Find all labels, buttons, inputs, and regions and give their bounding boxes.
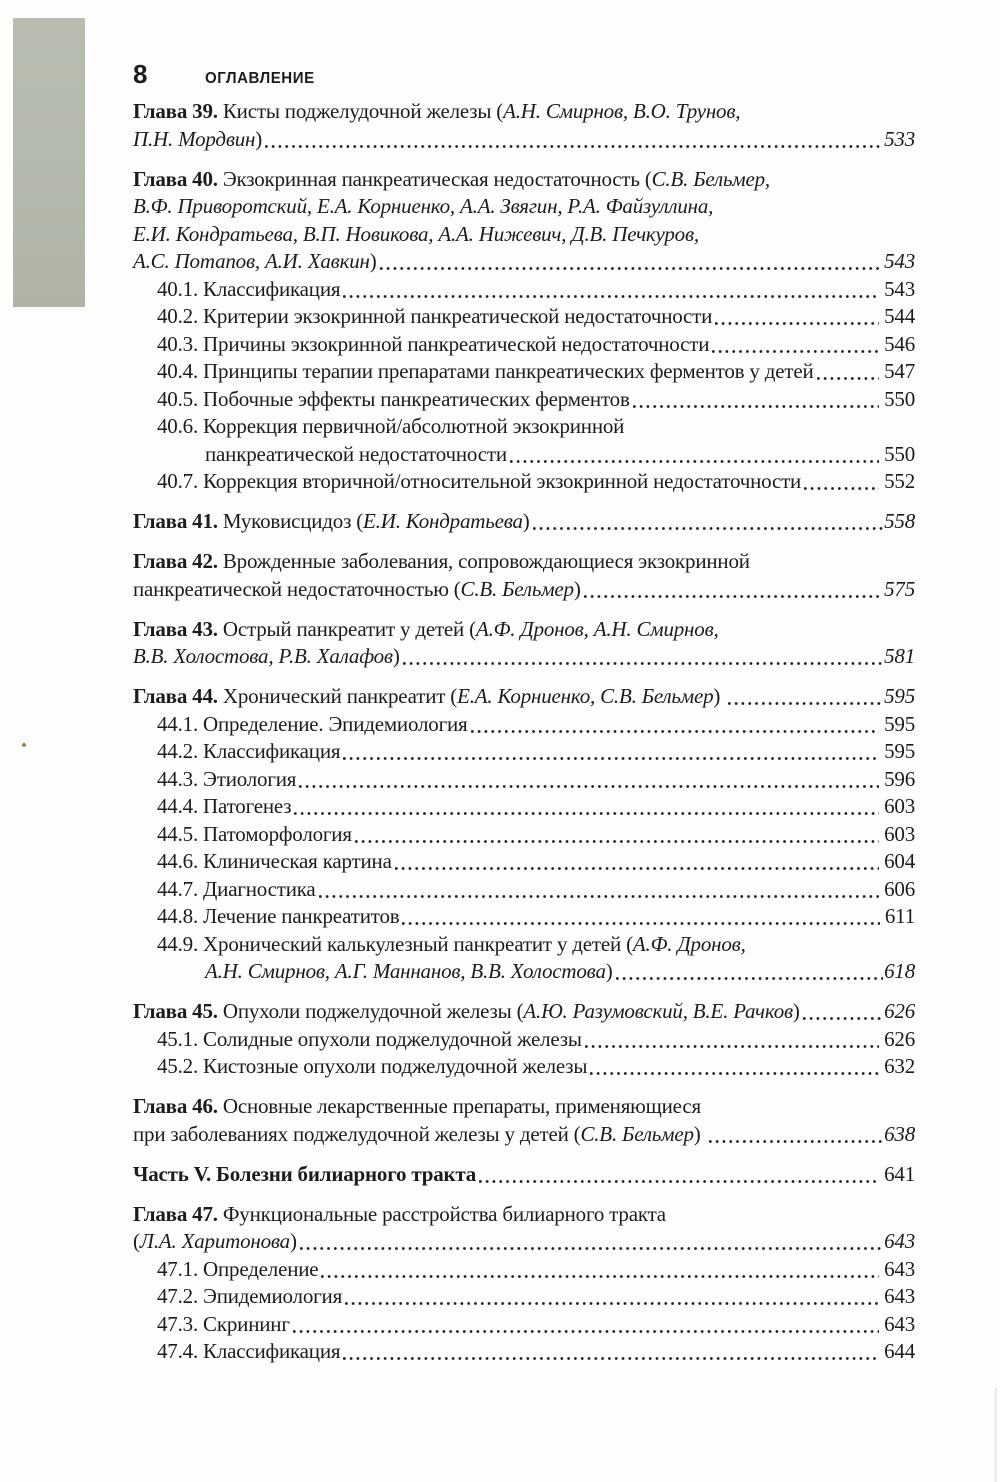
toc-text: Е.И. Кондратьева (363, 509, 523, 533)
toc-line (133, 821, 915, 849)
toc-entry-chapter (133, 508, 915, 536)
page-ref: 543 (884, 276, 915, 301)
dot-leader (321, 1256, 879, 1284)
toc-text: Глава 39. (133, 99, 218, 123)
dot-leader (300, 1228, 883, 1256)
toc-text: 45.1. Солидные опухоли поджелудочной железы (157, 1026, 582, 1051)
toc-text: Глава 44. (133, 684, 218, 708)
dot-leader (355, 821, 879, 849)
toc-text: 44.7. Диагностика (157, 876, 316, 901)
toc-entry-sub (133, 711, 915, 739)
toc-line (133, 441, 915, 469)
dot-leader (343, 738, 879, 766)
scan-speck (22, 743, 26, 747)
toc-text: Опухоли поджелудочной железы ( (217, 999, 524, 1023)
toc-text: 44.5. Патоморфология (157, 821, 352, 846)
toc-entry-sub (133, 876, 915, 904)
toc-text: Глава 43. (133, 616, 218, 641)
toc-entry-sub (133, 331, 915, 359)
toc-text: ) (392, 644, 400, 668)
dot-leader (709, 1121, 883, 1149)
toc-text: 45.2. Кистозные опухоли поджелудочной железы (157, 1054, 588, 1078)
toc-entry-chapter (133, 166, 915, 276)
toc-line (133, 643, 915, 671)
toc-text: В.Ф. Приворотский, Е.А. Корниенко, А.А. Звягин, Р.А. Файзуллина, (133, 194, 714, 218)
page-ref: 626 (884, 999, 915, 1023)
toc-text: 40.6. Коррекция первичной/абсолютной экзокринной (157, 414, 625, 438)
toc-text: ) (369, 249, 377, 273)
page-ref: 643 (884, 1284, 915, 1308)
page-ref: 606 (884, 876, 915, 901)
toc-text: Часть V. Болезни билиарного тракта (133, 1161, 477, 1186)
page-ref: 632 (884, 1054, 915, 1078)
dot-leader (403, 643, 883, 671)
toc-text: 40.7. Коррекция вторичной/относительной экзокринной недостаточности (157, 469, 802, 493)
page-ref: 558 (884, 509, 915, 533)
toc-text: 44.9. Хронический калькулезный панкреатит у детей ( (157, 931, 633, 956)
toc-text: ) (255, 126, 263, 151)
toc-text: А.Ю. Разумовский, В.Е. Рачков (523, 999, 793, 1023)
toc-text: А.Н. Смирнов, А.Г. Маннанов, В.В. Холостова (205, 959, 606, 983)
toc-entry-chapter (133, 1093, 915, 1148)
page-ref: 575 (884, 576, 915, 601)
toc-entry-sub (133, 1053, 915, 1081)
dot-leader (471, 711, 880, 739)
dot-leader (817, 358, 880, 386)
toc-text: при заболеваниях поджелудочной железы у детей ( (133, 1121, 581, 1146)
toc-text: А.Н. Смирнов, В.О. Трунов, (503, 99, 741, 123)
toc-text: Глава 42. (133, 549, 218, 573)
dot-leader (510, 441, 879, 469)
page-ref: 552 (884, 469, 915, 493)
toc-text: 40.5. Побочные эффекты панкреатических ферментов (157, 386, 630, 411)
dot-leader (265, 126, 883, 154)
toc-line (133, 548, 915, 576)
toc-text: Глава 47. (133, 1201, 218, 1226)
toc-text: Е.И. Кондратьева, В.П. Новикова, А.А. Нижевич, Д.В. Печкуров, (133, 221, 699, 246)
dot-leader (715, 303, 879, 331)
running-head: ОГЛАВЛЕНИЕ (205, 70, 316, 87)
page-ref: 546 (884, 331, 915, 356)
folio-number: 8 (133, 59, 148, 89)
toc-entry-sub (133, 386, 915, 414)
toc-text: 40.1. Классификация (157, 276, 341, 301)
dot-leader (712, 331, 879, 359)
page-ref: 547 (884, 359, 915, 383)
dot-leader (616, 958, 884, 986)
dot-leader (402, 903, 879, 931)
toc-text: Е.А. Корниенко, С.В. Бельмер (457, 684, 714, 708)
toc-text: ) (289, 1229, 297, 1253)
toc-text: С.В. Бельмер (460, 576, 574, 601)
toc-text: Глава 41. (133, 509, 218, 533)
toc-text: 44.1. Определение. Эпидемиология (157, 711, 468, 736)
toc-text: 47.4. Классификация (157, 1339, 341, 1363)
toc-line (133, 248, 915, 276)
toc-line (133, 711, 915, 739)
toc-text: 47.1. Определение (157, 1256, 319, 1281)
toc-text: 44.8. Лечение панкреатитов (157, 904, 400, 928)
toc-entry-sub (133, 276, 915, 304)
toc-text: С.В. Бельмер (580, 1121, 694, 1146)
toc-text: 44.2. Классификация (157, 739, 341, 763)
dot-leader (343, 276, 879, 304)
toc-text: 44.6. Клиническая картина (157, 849, 392, 873)
toc-line (133, 1338, 915, 1366)
toc-entry-sub (133, 1026, 915, 1054)
toc-text: 47.2. Эпидемиология (157, 1284, 343, 1308)
toc-text: панкреатической недостаточности (205, 441, 507, 466)
page-ref: 643 (884, 1311, 915, 1336)
dot-leader (293, 1311, 879, 1339)
toc-line (133, 303, 915, 331)
dot-leader (345, 1283, 879, 1311)
toc-line (133, 166, 915, 194)
toc-line (133, 276, 915, 304)
page-ref: 595 (884, 711, 915, 736)
toc-line (133, 616, 915, 644)
toc-text: Муковисцидоз ( (217, 509, 364, 533)
toc-line (133, 358, 915, 386)
toc-text: А.Ф. Дронов, А.Н. Смирнов, (475, 616, 719, 641)
page-header (133, 60, 915, 88)
toc-entry-chapter (133, 998, 915, 1026)
toc-text: панкреатической недостаточностью ( (133, 576, 461, 601)
toc-line (133, 1053, 915, 1081)
toc-entry-sub (133, 821, 915, 849)
toc-line (133, 1026, 915, 1054)
page-ref: 641 (884, 1161, 915, 1186)
toc-text: В.В. Холостова, Р.В. Халафов (133, 644, 393, 668)
dot-leader (803, 998, 883, 1026)
toc-text: ) (713, 684, 726, 708)
dot-leader (584, 576, 883, 604)
dot-leader (533, 508, 884, 536)
toc-line (133, 1311, 915, 1339)
toc-line (133, 386, 915, 414)
toc-line (133, 738, 915, 766)
toc-line (133, 468, 915, 496)
toc-line (133, 766, 915, 794)
toc-entry-sub (133, 303, 915, 331)
toc-line (133, 221, 915, 249)
toc-entry-sub (133, 848, 915, 876)
page-ref: 581 (884, 644, 915, 668)
dot-leader (804, 468, 879, 496)
toc-line (133, 876, 915, 904)
toc-entry-sub (133, 468, 915, 496)
toc-line (133, 1201, 915, 1229)
toc-line (133, 1256, 915, 1284)
toc-entry-part (133, 1161, 915, 1189)
dot-leader (299, 766, 879, 794)
toc-entry-chapter (133, 616, 915, 671)
page-ref: 543 (884, 249, 915, 273)
dot-leader (590, 1053, 879, 1081)
page-ref: 611 (884, 904, 915, 928)
toc-text: Функциональные расстройства билиарного тракта (217, 1201, 666, 1226)
toc-line (133, 1121, 915, 1149)
toc-line (133, 683, 915, 711)
page-ref: 603 (884, 821, 915, 846)
toc-entry-sub (133, 738, 915, 766)
toc-entry-sub (133, 766, 915, 794)
toc-entry-sub (133, 1256, 915, 1284)
toc-text: ) (522, 509, 530, 533)
toc-entry-sub (133, 1311, 915, 1339)
toc (133, 98, 915, 1366)
toc-text: ( (133, 1229, 140, 1253)
toc-entry-chapter (133, 548, 915, 603)
toc-line (133, 931, 915, 959)
toc-line (133, 508, 915, 536)
toc-line (133, 126, 915, 154)
toc-text: С.В. Бельмер, (651, 166, 770, 191)
dot-leader (380, 248, 884, 276)
page-ref: 644 (884, 1339, 915, 1363)
page-ref: 544 (884, 304, 915, 328)
toc-line (133, 1228, 915, 1256)
toc-text: Хронический панкреатит ( (217, 684, 458, 708)
toc-entry-sub (133, 358, 915, 386)
dot-leader (633, 386, 879, 414)
toc-text: Кисты поджелудочной железы ( (217, 99, 504, 123)
page-ref: 618 (884, 959, 915, 983)
toc-text: Экзокринная панкреатическая недостаточность ( (217, 166, 652, 191)
toc-entry-sub (133, 903, 915, 931)
toc-line (133, 1093, 915, 1121)
page-ref: 604 (884, 849, 915, 873)
page-ref: 533 (884, 126, 915, 151)
toc-line (133, 1283, 915, 1311)
toc-text: ) (573, 576, 581, 601)
toc-entry-sub (133, 931, 915, 986)
toc-entry-sub (133, 1338, 915, 1366)
toc-text: Л.А. Харитонова (139, 1229, 290, 1253)
page-ref: 595 (884, 739, 915, 763)
dot-leader (395, 848, 879, 876)
toc-text: ) (693, 1121, 706, 1146)
page-ref: 595 (884, 684, 915, 708)
toc-line (133, 848, 915, 876)
toc-text: А.Ф. Дронов, (632, 931, 746, 956)
toc-line (133, 903, 915, 931)
toc-entry-chapter (133, 98, 915, 153)
toc-text: Глава 45. (133, 999, 218, 1023)
scan-edge-shadow (994, 1388, 997, 1482)
dot-leader (294, 793, 879, 821)
dot-leader (479, 1161, 879, 1189)
toc-text: П.Н. Мордвин (133, 126, 256, 151)
page-ref: 643 (884, 1256, 915, 1281)
toc-text: Основные лекарственные препараты, применяющиеся (217, 1094, 701, 1118)
toc-line (133, 793, 915, 821)
dot-leader (319, 876, 880, 904)
page-ref: 638 (884, 1121, 915, 1146)
page-ref: 603 (884, 794, 915, 818)
toc-line (133, 413, 915, 441)
toc-text: Глава 40. (133, 166, 218, 191)
toc-line (133, 98, 915, 126)
toc-line (133, 1161, 915, 1189)
page-ref: 643 (884, 1229, 915, 1253)
page-ref: 626 (884, 1026, 915, 1051)
toc-text: 44.3. Этиология (157, 766, 297, 791)
toc-line (133, 998, 915, 1026)
toc-entry-sub (133, 1283, 915, 1311)
toc-text: Острый панкреатит у детей ( (217, 616, 476, 641)
scan-artifact-strip (13, 18, 85, 307)
toc-entry-chapter (133, 1201, 915, 1256)
toc-text: ) (605, 959, 613, 983)
toc-entry-sub (133, 413, 915, 468)
page-ref: 550 (884, 441, 915, 466)
toc-text: 47.3. Скрининг (157, 1311, 290, 1336)
toc-entry-sub (133, 793, 915, 821)
toc-text: 40.4. Принципы терапии препаратами панкреатических ферментов у детей (157, 359, 814, 383)
toc-text: Врожденные заболевания, сопровождающиеся экзокринной (217, 549, 750, 573)
toc-line (133, 576, 915, 604)
toc-line (133, 958, 915, 986)
page-ref: 550 (884, 386, 915, 411)
toc-text: Глава 46. (133, 1094, 218, 1118)
toc-entry-chapter (133, 683, 915, 711)
dot-leader (585, 1026, 879, 1054)
page-ref: 596 (884, 766, 915, 791)
dot-leader (343, 1338, 879, 1366)
toc-line (133, 193, 915, 221)
toc-text: ) (792, 999, 800, 1023)
toc-line (133, 331, 915, 359)
toc-text: 40.2. Критерии экзокринной панкреатической недостаточности (157, 304, 713, 328)
toc-text: 44.4. Патогенез (157, 794, 292, 818)
dot-leader (728, 683, 883, 711)
toc-text: А.С. Потапов, А.И. Хавкин (133, 249, 370, 273)
toc-text: 40.3. Причины экзокринной панкреатической недостаточности (157, 331, 710, 356)
